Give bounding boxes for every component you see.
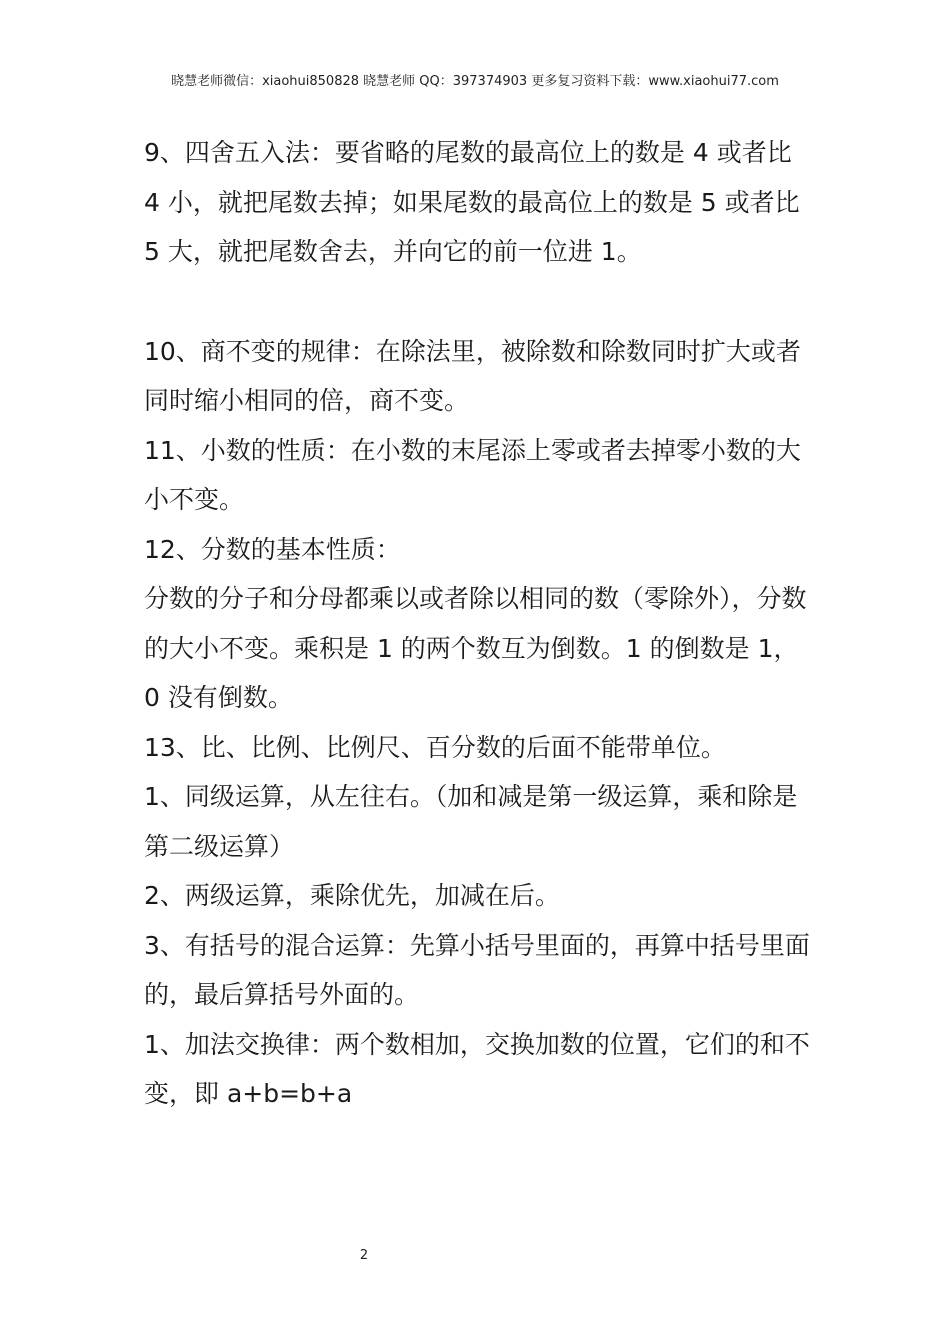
paragraph-same-level-operations: 1、同级运算，从左往右。（加和减是第一级运算，乘和除是第二级运算） bbox=[144, 782, 798, 861]
paragraph-quotient-rule: 10、商不变的规律：在除法里，被除数和除数同时扩大或者同时缩小相同的倍，商不变。 bbox=[144, 336, 801, 415]
paragraph-commutative-law: 1、加法交换律：两个数相加，交换加数的位置，它们的和不变，即 a+b=b+a bbox=[144, 1029, 810, 1108]
paragraph-fraction-property: 分数的分子和分母都乘以或者除以相同的数（零除外），分数的大小不变。乘积是 1 的两个数互为倒数。1 的倒数是 1，0 没有倒数。 bbox=[144, 584, 807, 712]
page-header-contact: 晓慧老师微信：xiaohui850828 晓慧老师 QQ：397374903 更多复习资料下载：www.xiaohui77.com bbox=[171, 74, 779, 89]
paragraph-gap bbox=[144, 277, 812, 327]
paragraph-two-level-operations: 2、两级运算，乘除优先，加减在后。 bbox=[144, 881, 560, 910]
paragraph-decimal-property: 11、小数的性质：在小数的末尾添上零或者去掉零小数的大小不变。 bbox=[144, 435, 801, 514]
paragraph-rounding-rule: 9、四舍五入法：要省略的尾数的最高位上的数是 4 或者比 4 小，就把尾数去掉；如果尾数的最高位上的数是 5 或者比 5 大，就把尾数舍去，并向它的前一位进 1。 bbox=[144, 138, 800, 266]
page-number: 2 bbox=[359, 1248, 369, 1263]
paragraph-fraction-heading: 12、分数的基本性质： bbox=[144, 534, 401, 564]
document-body bbox=[144, 128, 812, 1119]
paragraph-units-rule: 13、比、比例、比例尺、百分数的后面不能带单位。 bbox=[144, 732, 726, 762]
paragraph-brackets-operations: 3、有括号的混合运算：先算小括号里面的，再算中括号里面的，最后算括号外面的。 bbox=[144, 930, 810, 1009]
